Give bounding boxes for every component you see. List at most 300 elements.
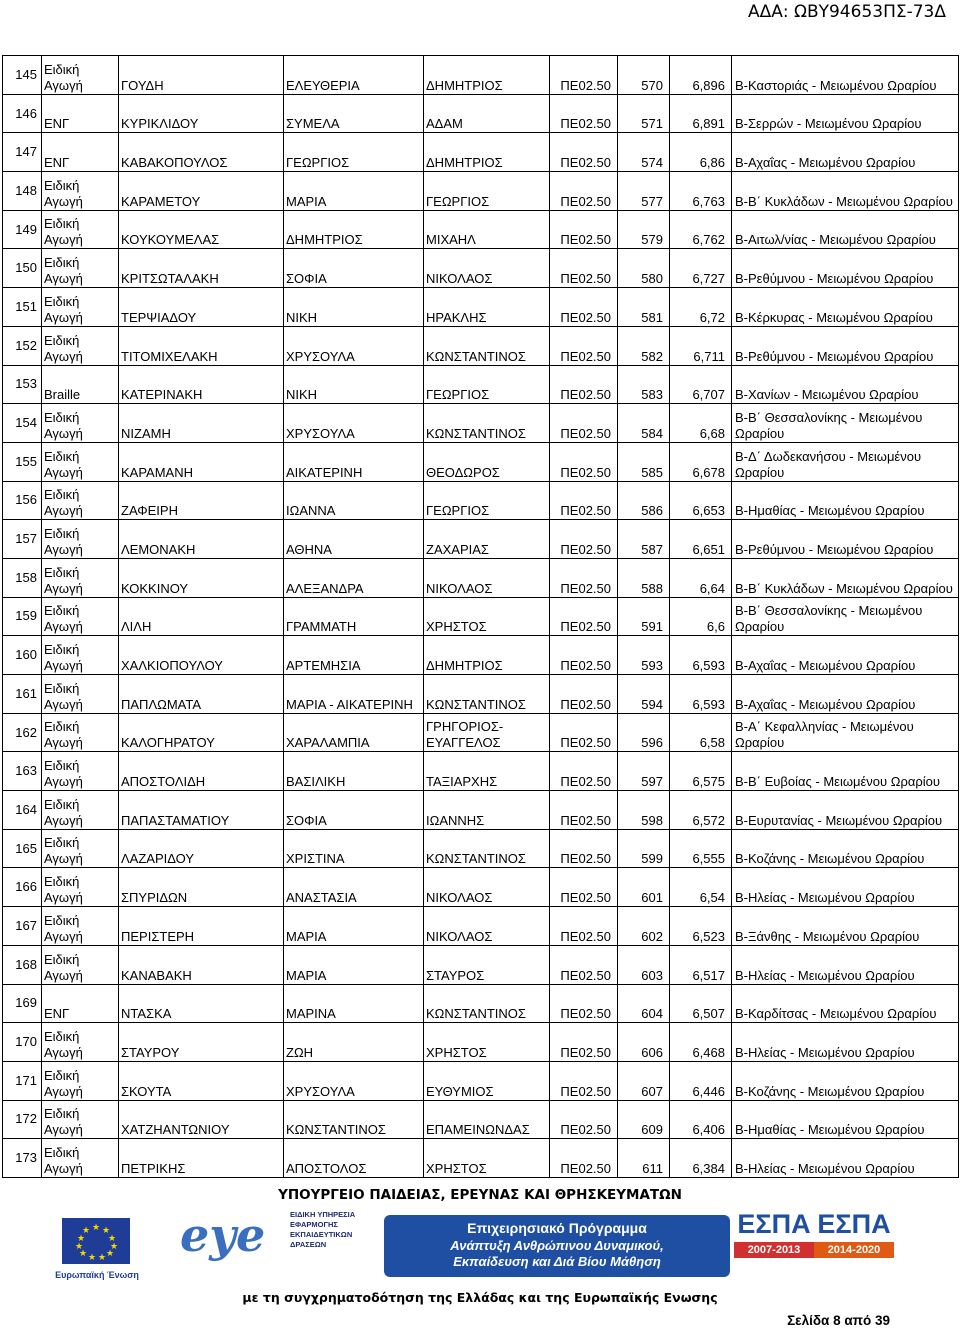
ranking-number-cell: 607 (618, 1061, 670, 1100)
score-cell: 6,711 (670, 326, 732, 365)
score-cell: 6,763 (670, 172, 732, 211)
first-name-cell: ΓΡΑΜΜΑΤΗ (284, 597, 424, 636)
ranking-number-cell: 571 (618, 94, 670, 133)
first-name-cell: ΑΝΑΣΤΑΣΙΑ (284, 868, 424, 907)
row-number-cell: 155 (3, 442, 42, 481)
specialty-cell: ΠΕ02.50 (550, 675, 618, 714)
first-name-cell: ΧΡΥΣΟΥΛΑ (284, 404, 424, 443)
first-name-cell: ΣΥΜΕΛΑ (284, 94, 424, 133)
education-type-cell: Ειδική Αγωγή (42, 1061, 119, 1100)
score-cell: 6,727 (670, 249, 732, 288)
row-number-cell: 173 (3, 1139, 42, 1178)
father-name-cell: ΚΩΝΣΤΑΝΤΙΝΟΣ (424, 984, 550, 1023)
surname-cell: ΚΑΡΑΜΑΝΗ (119, 442, 284, 481)
row-number-cell: 167 (3, 907, 42, 946)
father-name-cell: ΙΩΑΝΝΗΣ (424, 791, 550, 830)
father-name-cell: ΚΩΝΣΤΑΝΤΙΝΟΣ (424, 326, 550, 365)
placement-cell: Β-Αχαΐας - Μειωμένου Ωραρίου (732, 636, 959, 675)
education-type-cell: Ειδική Αγωγή (42, 442, 119, 481)
placement-cell: Β-Β΄ Ευβοίας - Μειωμένου Ωραρίου (732, 752, 959, 791)
placement-cell: Β-Ηλείας - Μειωμένου Ωραρίου (732, 1139, 959, 1178)
table-row (3, 907, 959, 946)
ranking-number-cell: 587 (618, 520, 670, 559)
espa-2007-logo (734, 1209, 814, 1283)
education-type-cell: Ειδική Αγωγή (42, 752, 119, 791)
row-number-cell: 160 (3, 636, 42, 675)
placement-cell: Β-Κέρκυρας - Μειωμένου Ωραρίου (732, 288, 959, 327)
table-row (3, 1023, 959, 1062)
espa-years: 2014-2020 (814, 1242, 894, 1258)
row-number-cell: 161 (3, 675, 42, 714)
ranking-number-cell: 577 (618, 172, 670, 211)
placement-cell: Β-Ρεθύμνου - Μειωμένου Ωραρίου (732, 249, 959, 288)
specialty-cell: ΠΕ02.50 (550, 1100, 618, 1139)
eu-label: Ευρωπαϊκή Ένωση (55, 1270, 139, 1280)
row-number-cell: 154 (3, 404, 42, 443)
table-body (3, 56, 959, 1178)
specialty-cell: ΠΕ02.50 (550, 172, 618, 211)
ranking-number-cell: 609 (618, 1100, 670, 1139)
placement-cell: Β-Αιτωλ/νίας - Μειωμένου Ωραρίου (732, 210, 959, 249)
table-row (3, 210, 959, 249)
eye-logo: eye (180, 1208, 266, 1262)
table-row (3, 442, 959, 481)
row-number-cell: 150 (3, 249, 42, 288)
score-cell: 6,653 (670, 481, 732, 520)
first-name-cell: ΜΑΡΙΑ (284, 945, 424, 984)
row-number-cell: 164 (3, 791, 42, 830)
surname-cell: ΧΑΛΚΙΟΠΟΥΛΟΥ (119, 636, 284, 675)
first-name-cell: ΙΩΑΝΝΑ (284, 481, 424, 520)
surname-cell: ΚΥΡΙΚΛΙΔΟΥ (119, 94, 284, 133)
specialty-cell: ΠΕ02.50 (550, 210, 618, 249)
first-name-cell: ΑΙΚΑΤΕΡΙΝΗ (284, 442, 424, 481)
table-row (3, 1061, 959, 1100)
education-type-cell: ΕΝΓ (42, 984, 119, 1023)
first-name-cell: ΓΕΩΡΓΙΟΣ (284, 133, 424, 172)
placement-cell: Β-Κοζάνης - Μειωμένου Ωραρίου (732, 1061, 959, 1100)
eu-flag-icon: ★ ★ ★ ★ ★ ★ ★ ★ ★ ★ ★ (62, 1218, 130, 1264)
ranking-number-cell: 574 (618, 133, 670, 172)
surname-cell: ΛΑΖΑΡΙΔΟΥ (119, 829, 284, 868)
ranking-number-cell: 594 (618, 675, 670, 714)
appointments-table (2, 55, 959, 1178)
placement-cell: Β-Ευρυτανίας - Μειωμένου Ωραρίου (732, 791, 959, 830)
education-type-cell: Ειδική Αγωγή (42, 1139, 119, 1178)
espa-years: 2007-2013 (734, 1242, 814, 1258)
surname-cell: ΚΑΡΑΜΕΤΟΥ (119, 172, 284, 211)
placement-cell: Β-Δ΄ Δωδεκανήσου - Μειωμένου Ωραρίου (732, 442, 959, 481)
table-row (3, 752, 959, 791)
placement-cell: Β-Ημαθίας - Μειωμένου Ωραρίου (732, 1100, 959, 1139)
program-line-3: Εκπαίδευση και Διά Βίου Μάθηση (453, 1254, 661, 1269)
espa-title: ΕΣΠΑ (737, 1209, 811, 1239)
score-cell: 6,86 (670, 133, 732, 172)
first-name-cell: ΜΑΡΙΝΑ (284, 984, 424, 1023)
father-name-cell: ΗΡΑΚΛΗΣ (424, 288, 550, 327)
row-number-cell: 165 (3, 829, 42, 868)
specialty-cell: ΠΕ02.50 (550, 56, 618, 95)
education-type-cell: Ειδική Αγωγή (42, 56, 119, 95)
score-cell: 6,593 (670, 675, 732, 714)
education-type-cell: Ειδική Αγωγή (42, 558, 119, 597)
education-type-cell: Ειδική Αγωγή (42, 1100, 119, 1139)
placement-cell: Β-Ηλείας - Μειωμένου Ωραρίου (732, 1023, 959, 1062)
placement-cell: Β-Α΄ Κεφαλληνίας - Μειωμένου Ωραρίου (732, 713, 959, 752)
education-type-cell: Ειδική Αγωγή (42, 829, 119, 868)
specialty-cell: ΠΕ02.50 (550, 442, 618, 481)
table-row (3, 1139, 959, 1178)
row-number-cell: 156 (3, 481, 42, 520)
surname-cell: ΝΤΑΣΚΑ (119, 984, 284, 1023)
specialty-cell: ΠΕ02.50 (550, 1139, 618, 1178)
father-name-cell: ΚΩΝΣΤΑΝΤΙΝΟΣ (424, 829, 550, 868)
ranking-number-cell: 583 (618, 365, 670, 404)
specialty-cell: ΠΕ02.50 (550, 481, 618, 520)
placement-cell: Β-Ηλείας - Μειωμένου Ωραρίου (732, 945, 959, 984)
row-number-cell: 153 (3, 365, 42, 404)
placement-cell: Β-Αχαΐας - Μειωμένου Ωραρίου (732, 133, 959, 172)
footer-banner (0, 1182, 960, 1332)
table-row (3, 481, 959, 520)
table-row (3, 945, 959, 984)
score-cell: 6,68 (670, 404, 732, 443)
ranking-number-cell: 604 (618, 984, 670, 1023)
first-name-cell: ΒΑΣΙΛΙΚΗ (284, 752, 424, 791)
education-type-cell: Ειδική Αγωγή (42, 945, 119, 984)
score-cell: 6,446 (670, 1061, 732, 1100)
row-number-cell: 166 (3, 868, 42, 907)
father-name-cell: ΔΗΜΗΤΡΙΟΣ (424, 636, 550, 675)
score-cell: 6,891 (670, 94, 732, 133)
specialty-cell: ΠΕ02.50 (550, 597, 618, 636)
score-cell: 6,555 (670, 829, 732, 868)
first-name-cell: ΧΡΙΣΤΙΝΑ (284, 829, 424, 868)
table-row (3, 520, 959, 559)
row-number-cell: 168 (3, 945, 42, 984)
table-row (3, 56, 959, 95)
ranking-number-cell: 599 (618, 829, 670, 868)
first-name-cell: ΧΡΥΣΟΥΛΑ (284, 1061, 424, 1100)
education-type-cell: ΕΝΓ (42, 94, 119, 133)
education-type-cell: Ειδική Αγωγή (42, 1023, 119, 1062)
specialty-cell: ΠΕ02.50 (550, 1023, 618, 1062)
father-name-cell: ΧΡΗΣΤΟΣ (424, 1139, 550, 1178)
specialty-cell: ΠΕ02.50 (550, 326, 618, 365)
table-row (3, 558, 959, 597)
education-type-cell: Ειδική Αγωγή (42, 868, 119, 907)
placement-cell: Β-Β΄ Κυκλάδων - Μειωμένου Ωραρίου (732, 172, 959, 211)
table-row (3, 597, 959, 636)
ranking-number-cell: 593 (618, 636, 670, 675)
row-number-cell: 151 (3, 288, 42, 327)
specialty-cell: ΠΕ02.50 (550, 288, 618, 327)
ada-code: ΑΔΑ: ΩΒΥ94653ΠΣ-73Δ (747, 2, 946, 22)
ranking-number-cell: 611 (618, 1139, 670, 1178)
specialty-cell: ΠΕ02.50 (550, 713, 618, 752)
surname-cell: ΚΑΛΟΓΗΡΑΤΟΥ (119, 713, 284, 752)
surname-cell: ΛΕΜΟΝΑΚΗ (119, 520, 284, 559)
first-name-cell: ΔΗΜΗΤΡΙΟΣ (284, 210, 424, 249)
table-row (3, 404, 959, 443)
table-row (3, 829, 959, 868)
score-cell: 6,896 (670, 56, 732, 95)
placement-cell: Β-Ηλείας - Μειωμένου Ωραρίου (732, 868, 959, 907)
ranking-number-cell: 602 (618, 907, 670, 946)
placement-cell: Β-Β΄ Θεσσαλονίκης - Μειωμένου Ωραρίου (732, 404, 959, 443)
first-name-cell: ΑΡΤΕΜΗΣΙΑ (284, 636, 424, 675)
table-row (3, 172, 959, 211)
first-name-cell: ΝΙΚΗ (284, 365, 424, 404)
specialty-cell: ΠΕ02.50 (550, 752, 618, 791)
placement-cell: Β-Σερρών - Μειωμένου Ωραρίου (732, 94, 959, 133)
education-type-cell: Braille (42, 365, 119, 404)
first-name-cell: ΑΘΗΝΑ (284, 520, 424, 559)
first-name-cell: ΧΑΡΑΛΑΜΠΙΑ (284, 713, 424, 752)
placement-cell: Β-Β΄ Θεσσαλονίκης - Μειωμένου Ωραρίου (732, 597, 959, 636)
father-name-cell: ΓΕΩΡΓΙΟΣ (424, 365, 550, 404)
table-row (3, 791, 959, 830)
specialty-cell: ΠΕ02.50 (550, 984, 618, 1023)
table-row (3, 288, 959, 327)
first-name-cell: ΧΡΥΣΟΥΛΑ (284, 326, 424, 365)
score-cell: 6,762 (670, 210, 732, 249)
row-number-cell: 147 (3, 133, 42, 172)
table-row (3, 868, 959, 907)
score-cell: 6,575 (670, 752, 732, 791)
ranking-number-cell: 581 (618, 288, 670, 327)
score-cell: 6,72 (670, 288, 732, 327)
surname-cell: ΑΠΟΣΤΟΛΙΔΗ (119, 752, 284, 791)
surname-cell: ΠΕΤΡΙΚΗΣ (119, 1139, 284, 1178)
eye-agency-text: ΕΙΔΙΚΗ ΥΠΗΡΕΣΙΑ ΕΦΑΡΜΟΓΗΣ ΕΚΠΑΙΔΕΥΤΙΚΩΝ ΔΡΑΣΕΩΝ (290, 1210, 356, 1249)
table-row (3, 675, 959, 714)
education-type-cell: Ειδική Αγωγή (42, 172, 119, 211)
row-number-cell: 157 (3, 520, 42, 559)
score-cell: 6,593 (670, 636, 732, 675)
ranking-number-cell: 579 (618, 210, 670, 249)
operational-program-box (384, 1215, 730, 1277)
surname-cell: ΚΑΝΑΒΑΚΗ (119, 945, 284, 984)
education-type-cell: Ειδική Αγωγή (42, 713, 119, 752)
table-row (3, 94, 959, 133)
score-cell: 6,572 (670, 791, 732, 830)
surname-cell: ΤΙΤΟΜΙΧΕΛΑΚΗ (119, 326, 284, 365)
first-name-cell: ΑΠΟΣΤΟΛΟΣ (284, 1139, 424, 1178)
row-number-cell: 162 (3, 713, 42, 752)
placement-cell: Β-Β΄ Κυκλάδων - Μειωμένου Ωραρίου (732, 558, 959, 597)
score-cell: 6,517 (670, 945, 732, 984)
score-cell: 6,651 (670, 520, 732, 559)
ranking-number-cell: 598 (618, 791, 670, 830)
specialty-cell: ΠΕ02.50 (550, 945, 618, 984)
ranking-number-cell: 601 (618, 868, 670, 907)
row-number-cell: 148 (3, 172, 42, 211)
surname-cell: ΣΤΑΥΡΟΥ (119, 1023, 284, 1062)
score-cell: 6,384 (670, 1139, 732, 1178)
placement-cell: Β-Καστοριάς - Μειωμένου Ωραρίου (732, 56, 959, 95)
row-number-cell: 171 (3, 1061, 42, 1100)
score-cell: 6,523 (670, 907, 732, 946)
first-name-cell: ΖΩΗ (284, 1023, 424, 1062)
surname-cell: ΛΙΛΗ (119, 597, 284, 636)
specialty-cell: ΠΕ02.50 (550, 520, 618, 559)
education-type-cell: Ειδική Αγωγή (42, 288, 119, 327)
specialty-cell: ΠΕ02.50 (550, 791, 618, 830)
first-name-cell: ΜΑΡΙΑ (284, 907, 424, 946)
first-name-cell: ΜΑΡΙΑ (284, 172, 424, 211)
father-name-cell: ΝΙΚΟΛΑΟΣ (424, 249, 550, 288)
ranking-number-cell: 603 (618, 945, 670, 984)
score-cell: 6,707 (670, 365, 732, 404)
ranking-number-cell: 570 (618, 56, 670, 95)
ranking-number-cell: 597 (618, 752, 670, 791)
row-number-cell: 149 (3, 210, 42, 249)
placement-cell: Β-Ημαθίας - Μειωμένου Ωραρίου (732, 481, 959, 520)
education-type-cell: Ειδική Αγωγή (42, 210, 119, 249)
ranking-number-cell: 585 (618, 442, 670, 481)
placement-cell: Β-Αχαΐας - Μειωμένου Ωραρίου (732, 675, 959, 714)
row-number-cell: 169 (3, 984, 42, 1023)
surname-cell: ΚΟΚΚΙΝΟΥ (119, 558, 284, 597)
score-cell: 6,54 (670, 868, 732, 907)
table-row (3, 365, 959, 404)
specialty-cell: ΠΕ02.50 (550, 1061, 618, 1100)
education-type-cell: Ειδική Αγωγή (42, 520, 119, 559)
father-name-cell: ΤΑΞΙΑΡΧΗΣ (424, 752, 550, 791)
father-name-cell: ΔΗΜΗΤΡΙΟΣ (424, 56, 550, 95)
father-name-cell: ΘΕΟΔΩΡΟΣ (424, 442, 550, 481)
father-name-cell: ΓΕΩΡΓΙΟΣ (424, 481, 550, 520)
espa-title: ΕΣΠΑ (817, 1209, 891, 1239)
row-number-cell: 163 (3, 752, 42, 791)
score-cell: 6,64 (670, 558, 732, 597)
father-name-cell: ΕΥΘΥΜΙΟΣ (424, 1061, 550, 1100)
education-type-cell: Ειδική Αγωγή (42, 404, 119, 443)
program-line-2: Ανάπτυξη Ανθρώπινου Δυναμικού, (450, 1238, 664, 1253)
table-row (3, 636, 959, 675)
table-row (3, 1100, 959, 1139)
father-name-cell: ΝΙΚΟΛΑΟΣ (424, 868, 550, 907)
first-name-cell: ΜΑΡΙΑ - ΑΙΚΑΤΕΡΙΝΗ (284, 675, 424, 714)
row-number-cell: 172 (3, 1100, 42, 1139)
surname-cell: ΣΚΟΥΤΑ (119, 1061, 284, 1100)
specialty-cell: ΠΕ02.50 (550, 636, 618, 675)
father-name-cell: ΜΙΧΑΗΛ (424, 210, 550, 249)
education-type-cell: Ειδική Αγωγή (42, 481, 119, 520)
cofunding-text: με τη συγχρηματοδότηση της Ελλάδας και της Ευρωπαϊκής Ενωσης (242, 1290, 718, 1305)
ministry-title: ΥΠΟΥΡΓΕΙΟ ΠΑΙΔΕΙΑΣ, ΕΡΕΥΝΑΣ ΚΑΙ ΘΡΗΣΚΕΥΜΑΤΩΝ (278, 1187, 682, 1203)
education-type-cell: Ειδική Αγωγή (42, 326, 119, 365)
specialty-cell: ΠΕ02.50 (550, 133, 618, 172)
specialty-cell: ΠΕ02.50 (550, 907, 618, 946)
father-name-cell: ΑΔΑΜ (424, 94, 550, 133)
surname-cell: ΚΑΒΑΚΟΠΟΥΛΟΣ (119, 133, 284, 172)
row-number-cell: 146 (3, 94, 42, 133)
surname-cell: ΧΑΤΖΗΑΝΤΩΝΙΟΥ (119, 1100, 284, 1139)
table-row (3, 984, 959, 1023)
score-cell: 6,678 (670, 442, 732, 481)
surname-cell: ΠΑΠΛΩΜΑΤΑ (119, 675, 284, 714)
education-type-cell: Ειδική Αγωγή (42, 675, 119, 714)
ranking-number-cell: 596 (618, 713, 670, 752)
espa-2014-logo (814, 1209, 894, 1283)
father-name-cell: ΚΩΝΣΤΑΝΤΙΝΟΣ (424, 675, 550, 714)
score-cell: 6,6 (670, 597, 732, 636)
father-name-cell: ΧΡΗΣΤΟΣ (424, 1023, 550, 1062)
father-name-cell: ΖΑΧΑΡΙΑΣ (424, 520, 550, 559)
first-name-cell: ΣΟΦΙΑ (284, 249, 424, 288)
father-name-cell: ΕΠΑΜΕΙΝΩΝΔΑΣ (424, 1100, 550, 1139)
table-row (3, 133, 959, 172)
first-name-cell: ΕΛΕΥΘΕΡΙΑ (284, 56, 424, 95)
education-type-cell: Ειδική Αγωγή (42, 907, 119, 946)
father-name-cell: ΣΤΑΥΡΟΣ (424, 945, 550, 984)
score-cell: 6,468 (670, 1023, 732, 1062)
first-name-cell: ΚΩΝΣΤΑΝΤΙΝΟΣ (284, 1100, 424, 1139)
father-name-cell: ΓΡΗΓΟΡΙΟΣ-ΕΥΑΓΓΕΛΟΣ (424, 713, 550, 752)
ranking-number-cell: 586 (618, 481, 670, 520)
placement-cell: Β-Χανίων - Μειωμένου Ωραρίου (732, 365, 959, 404)
row-number-cell: 159 (3, 597, 42, 636)
specialty-cell: ΠΕ02.50 (550, 868, 618, 907)
father-name-cell: ΔΗΜΗΤΡΙΟΣ (424, 133, 550, 172)
specialty-cell: ΠΕ02.50 (550, 558, 618, 597)
surname-cell: ΝΙΖΑΜΗ (119, 404, 284, 443)
table-row (3, 326, 959, 365)
program-line-1: Επιχειρησιακό Πρόγραμμα (467, 1220, 647, 1236)
ranking-number-cell: 588 (618, 558, 670, 597)
specialty-cell: ΠΕ02.50 (550, 365, 618, 404)
ranking-number-cell: 584 (618, 404, 670, 443)
first-name-cell: ΝΙΚΗ (284, 288, 424, 327)
surname-cell: ΠΑΠΑΣΤΑΜΑΤΙΟΥ (119, 791, 284, 830)
father-name-cell: ΓΕΩΡΓΙΟΣ (424, 172, 550, 211)
placement-cell: Β-Καρδίτσας - Μειωμένου Ωραρίου (732, 984, 959, 1023)
education-type-cell: ΕΝΓ (42, 133, 119, 172)
education-type-cell: Ειδική Αγωγή (42, 636, 119, 675)
surname-cell: ΚΟΥΚΟΥΜΕΛΑΣ (119, 210, 284, 249)
ranking-number-cell: 591 (618, 597, 670, 636)
row-number-cell: 170 (3, 1023, 42, 1062)
surname-cell: ΣΠΥΡΙΔΩΝ (119, 868, 284, 907)
first-name-cell: ΣΟΦΙΑ (284, 791, 424, 830)
score-cell: 6,406 (670, 1100, 732, 1139)
father-name-cell: ΝΙΚΟΛΑΟΣ (424, 907, 550, 946)
surname-cell: ΓΟΥΔΗ (119, 56, 284, 95)
row-number-cell: 152 (3, 326, 42, 365)
placement-cell: Β-Ξάνθης - Μειωμένου Ωραρίου (732, 907, 959, 946)
surname-cell: ΚΑΤΕΡΙΝΑΚΗ (119, 365, 284, 404)
father-name-cell: ΝΙΚΟΛΑΟΣ (424, 558, 550, 597)
surname-cell: ΠΕΡΙΣΤΕΡΗ (119, 907, 284, 946)
row-number-cell: 158 (3, 558, 42, 597)
first-name-cell: ΑΛΕΞΑΝΔΡΑ (284, 558, 424, 597)
ranking-number-cell: 582 (618, 326, 670, 365)
row-number-cell: 145 (3, 56, 42, 95)
specialty-cell: ΠΕ02.50 (550, 249, 618, 288)
page-number: Σελίδα 8 από 39 (787, 1313, 890, 1328)
ranking-number-cell: 606 (618, 1023, 670, 1062)
table-row (3, 713, 959, 752)
ranking-number-cell: 580 (618, 249, 670, 288)
placement-cell: Β-Ρεθύμνου - Μειωμένου Ωραρίου (732, 326, 959, 365)
father-name-cell: ΧΡΗΣΤΟΣ (424, 597, 550, 636)
education-type-cell: Ειδική Αγωγή (42, 249, 119, 288)
specialty-cell: ΠΕ02.50 (550, 94, 618, 133)
placement-cell: Β-Κοζάνης - Μειωμένου Ωραρίου (732, 829, 959, 868)
specialty-cell: ΠΕ02.50 (550, 404, 618, 443)
